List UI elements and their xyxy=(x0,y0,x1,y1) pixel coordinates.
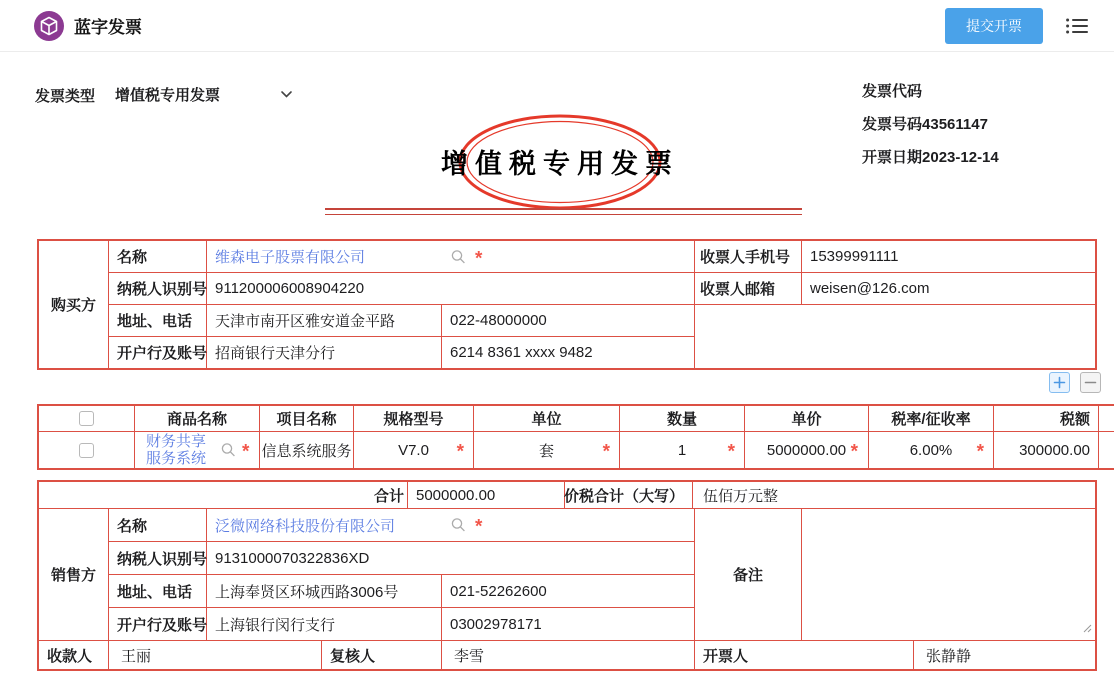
clipped-data-cell xyxy=(1099,432,1114,468)
clipped-header-cell xyxy=(1099,406,1114,432)
item-tax-field[interactable]: 300000.00 xyxy=(994,432,1099,468)
col-header-name: 商品名称 xyxy=(135,406,260,432)
submit-invoice-button[interactable]: 提交开票 xyxy=(945,8,1043,44)
col-header-qty: 数量 xyxy=(620,406,745,432)
seller-name-label: 名称 xyxy=(109,509,207,542)
topbar xyxy=(0,0,1114,52)
required-asterisk: * xyxy=(475,247,483,269)
col-header-price: 单价 xyxy=(745,406,869,432)
chevron-down-icon xyxy=(280,86,293,104)
remove-row-button[interactable] xyxy=(1080,372,1101,393)
buyer-name-field[interactable] xyxy=(207,241,695,273)
required-asterisk: * xyxy=(850,441,858,463)
invoice-type-select[interactable] xyxy=(115,84,293,105)
invoice-date-label: 开票日期 xyxy=(862,149,923,166)
search-icon[interactable] xyxy=(451,249,466,264)
receiver-phone-label: 收票人手机号 xyxy=(695,241,802,273)
invoice-number-label: 发票号码 xyxy=(862,116,923,133)
item-spec-field[interactable] xyxy=(354,432,474,468)
invoice-type-label: 发票类型 xyxy=(35,88,96,105)
remark-label: 备注 xyxy=(695,509,802,641)
seller-section-label: 销售方 xyxy=(39,509,109,641)
invoice-meta xyxy=(862,84,999,183)
seller-taxid-field[interactable]: 9131000070322836XD xyxy=(207,542,695,575)
seller-name-link[interactable]: 泛微网络科技股份有限公司 xyxy=(215,517,396,535)
items-table xyxy=(37,404,1114,470)
required-asterisk: * xyxy=(242,441,250,463)
seller-bank-label: 开户行及账号 xyxy=(109,608,207,641)
buyer-account-field[interactable]: 6214 8361 xxxx 9482 xyxy=(442,337,695,368)
total-label: 合计 xyxy=(39,482,408,509)
drawer-label: 开票人 xyxy=(695,641,914,669)
receiver-email-label: 收票人邮箱 xyxy=(695,273,802,305)
col-header-taxrate: 税率/征收率 xyxy=(869,406,994,432)
payee-label: 收款人 xyxy=(39,641,109,669)
item-price-value: 5000000.00 xyxy=(766,441,847,459)
seller-phone-field[interactable]: 021-52262600 xyxy=(442,575,695,608)
search-icon[interactable] xyxy=(451,518,466,533)
seller-name-field[interactable] xyxy=(207,509,695,542)
reviewer-label: 复核人 xyxy=(322,641,442,669)
buyer-phone-field[interactable]: 022-48000000 xyxy=(442,305,695,337)
buyer-bank-label: 开户行及账号 xyxy=(109,337,207,368)
reviewer-field[interactable]: 李雪 xyxy=(442,641,695,669)
remark-cell xyxy=(802,509,1095,641)
lower-table xyxy=(37,480,1097,671)
item-qty-value: 1 xyxy=(677,441,687,459)
invoice-code-label: 发票代码 xyxy=(862,83,923,100)
seller-address-label: 地址、电话 xyxy=(109,575,207,608)
item-taxrate-field[interactable] xyxy=(869,432,994,468)
buyer-taxid-label: 纳税人识别号 xyxy=(109,273,207,305)
row-checkbox[interactable] xyxy=(79,443,94,458)
invoice-main-title: 增值税专用发票 xyxy=(441,149,679,179)
buyer-address-field[interactable]: 天津市南开区雅安道金平路 xyxy=(207,305,442,337)
list-menu-icon[interactable] xyxy=(1065,16,1088,36)
col-header-project: 项目名称 xyxy=(260,406,354,432)
buyer-right-empty-cell xyxy=(695,305,1095,368)
required-asterisk: * xyxy=(456,441,464,463)
invoice-date-line xyxy=(862,150,999,165)
seller-taxid-label: 纳税人识别号 xyxy=(109,542,207,575)
item-spec-value: V7.0 xyxy=(398,441,429,459)
title-double-underline xyxy=(325,208,802,215)
seller-account-field[interactable]: 03002978171 xyxy=(442,608,695,641)
invoice-title-stamp xyxy=(412,106,708,218)
app-logo-cube-icon xyxy=(34,11,64,41)
amount-words-value: 伍佰万元整 xyxy=(693,482,1095,509)
buyer-taxid-field[interactable]: 911200006008904220 xyxy=(207,273,695,305)
invoice-type-value: 增值税专用发票 xyxy=(115,87,221,104)
col-header-unit: 单位 xyxy=(474,406,620,432)
signers-row xyxy=(39,641,1095,669)
invoice-number-value: 43561147 xyxy=(922,116,988,133)
drawer-field[interactable]: 张静静 xyxy=(926,647,972,665)
required-asterisk: * xyxy=(602,441,610,463)
buyer-table xyxy=(37,239,1097,370)
item-price-field[interactable] xyxy=(745,432,869,468)
col-header-spec: 规格型号 xyxy=(354,406,474,432)
app-title: 蓝字发票 xyxy=(74,18,142,37)
select-all-cell xyxy=(39,406,135,432)
required-asterisk: * xyxy=(475,516,483,538)
invoice-number-line xyxy=(862,117,999,132)
buyer-address-label: 地址、电话 xyxy=(109,305,207,337)
invoice-date-value: 2023-12-14 xyxy=(922,149,999,166)
required-asterisk: * xyxy=(727,441,735,463)
remark-textarea[interactable] xyxy=(802,509,1095,640)
col-header-tax: 税额 xyxy=(994,406,1099,432)
item-name-field[interactable] xyxy=(135,432,260,468)
seller-bank-field[interactable]: 上海银行闵行支行 xyxy=(207,608,442,641)
payee-field[interactable]: 王丽 xyxy=(109,641,322,669)
required-asterisk: * xyxy=(976,441,984,463)
item-taxrate-value: 6.00% xyxy=(909,441,953,459)
select-all-checkbox[interactable] xyxy=(79,411,94,426)
item-project-field[interactable]: 信息系统服务 xyxy=(260,432,354,468)
add-row-button[interactable] xyxy=(1049,372,1070,393)
item-unit-value: 套 xyxy=(538,442,554,460)
receiver-email-field[interactable]: weisen@126.com xyxy=(802,273,1095,305)
item-name-link[interactable]: 财务共享服务系统 xyxy=(146,433,207,467)
search-icon[interactable] xyxy=(221,443,236,458)
buyer-name-link[interactable]: 维森电子股票有限公司 xyxy=(215,249,366,266)
row-tools xyxy=(1049,372,1101,393)
seller-section xyxy=(39,509,1095,641)
buyer-bank-field[interactable]: 招商银行天津分行 xyxy=(207,337,442,368)
item-qty-field[interactable] xyxy=(620,432,745,468)
total-amount: 5000000.00 xyxy=(408,482,565,509)
amount-words-label: 价税合计（大写） xyxy=(565,482,693,509)
buyer-name-label: 名称 xyxy=(109,241,207,273)
buyer-section-label: 购买方 xyxy=(39,241,109,368)
item-unit-field[interactable] xyxy=(474,432,620,468)
row-select-cell xyxy=(39,432,135,468)
seller-address-field[interactable]: 上海奉贤区环城西路3006号 xyxy=(207,575,442,608)
receiver-phone-field[interactable]: 15399991111 xyxy=(802,241,1095,273)
invoice-code-line xyxy=(862,84,999,99)
summary-row xyxy=(39,482,1095,509)
